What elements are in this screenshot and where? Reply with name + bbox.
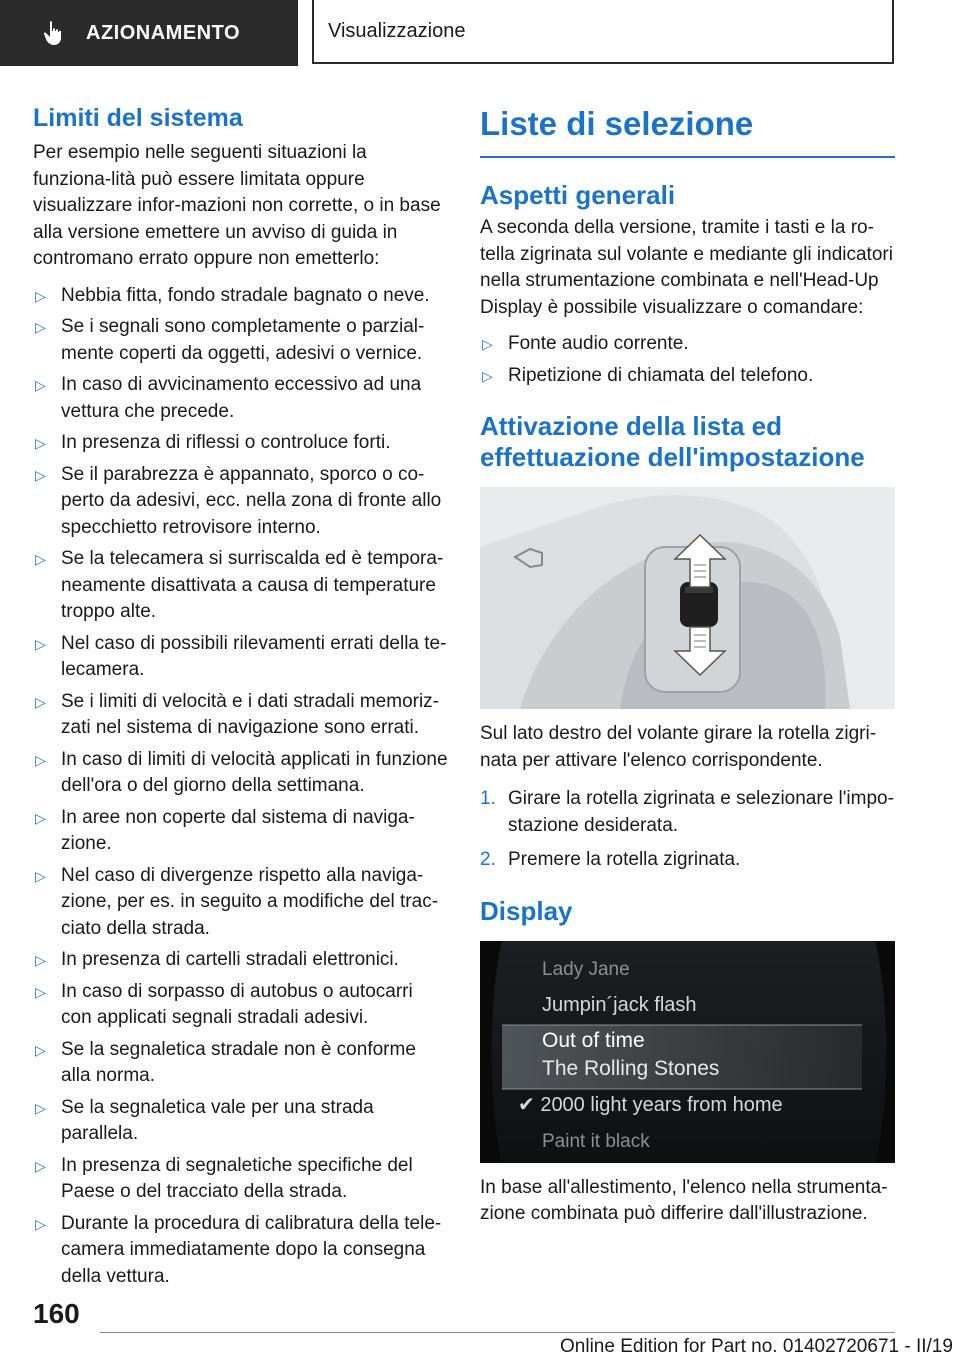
display-item-5: ✔ 2000 light years from home bbox=[518, 1093, 783, 1116]
list-item: ▷ Se i limiti di velocità e i dati stradali memoriz‐zati nel sistema di navigazione sono errati. bbox=[35, 690, 440, 738]
chapter-title-liste: Liste di selezione bbox=[480, 102, 895, 158]
intro-paragraph: Per esempio nelle seguenti situazioni la funziona‐lità può essere limitata oppure visualizzare infor‐mazioni non corrette, o in base alla versione emettere un avviso di guida in contromano errato oppure non emetterlo: bbox=[33, 142, 441, 269]
display-item-3: Out of time bbox=[542, 1028, 645, 1052]
list-item: ▷ Se i segnali sono completamente o parzial‐mente coperti da oggetti, adesivi o vernice. bbox=[35, 316, 425, 364]
steering-wheel-controls-image bbox=[480, 487, 895, 709]
triangle-bullet-icon: ▷ bbox=[35, 319, 46, 335]
list-item: ▷ Se la segnaletica vale per una strada parallela. bbox=[35, 1096, 374, 1144]
triangle-bullet-icon: ▷ bbox=[35, 1215, 46, 1232]
chapter-tab bbox=[0, 0, 298, 66]
list-item: ▷ In presenza di cartelli stradali elettronici. bbox=[33, 947, 448, 974]
list-item: ▷ In caso di sorpasso di autobus o autocarri con applicati segnali stradali adesivi. bbox=[35, 980, 413, 1028]
triangle-bullet-icon: ▷ bbox=[35, 377, 46, 393]
right-column bbox=[480, 102, 895, 1228]
edition-label: Online Edition for Part no. 01402720671 - II/19 bbox=[560, 1336, 953, 1357]
list-item: ▷ In caso di avvicinamento eccessivo ad una vettura che precede. bbox=[35, 374, 422, 422]
list-item: ▷ In presenza di riflessi o controluce forti. bbox=[33, 430, 448, 457]
footer-divider bbox=[100, 1332, 895, 1333]
list-item: ▷ In caso di limiti di velocità applicati in funzione dell'ora o del giorno della settimana. bbox=[35, 748, 448, 796]
triangle-bullet-icon: ▷ bbox=[482, 336, 493, 352]
display-item-1: Lady Jane bbox=[542, 958, 630, 980]
triangle-bullet-icon: ▷ bbox=[482, 367, 493, 384]
list-item: ▷ Fonte audio corrente. bbox=[480, 331, 895, 358]
hand-pointer-icon bbox=[42, 20, 66, 46]
subsection-title-attivazione: Attivazione della lista ed effettuazione dell'impostazione bbox=[480, 411, 865, 472]
triangle-bullet-icon: ▷ bbox=[35, 1099, 46, 1116]
aspetti-list bbox=[480, 331, 895, 389]
triangle-bullet-icon: ▷ bbox=[35, 1041, 46, 1058]
chapter-label: AZIONAMENTO bbox=[86, 21, 241, 44]
list-item: ▷ Se il parabrezza è appannato, sporco o co‐perto da adesivi, ecc. nella zona di fronte allo specchietto retrovisore interno. bbox=[35, 463, 442, 538]
list-item: ▷ Nel caso di divergenze rispetto alla naviga‐zione, per es. in seguito a modifiche del trac‐ciato della strada. bbox=[35, 864, 439, 939]
list-item: ▷ Ripetizione di chiamata del telefono. bbox=[480, 363, 895, 390]
list-item: ▷ Se la segnaletica stradale non è conforme alla norma. bbox=[35, 1038, 416, 1086]
section-tab bbox=[312, 0, 894, 64]
triangle-bullet-icon: ▷ bbox=[35, 809, 46, 826]
triangle-bullet-icon: ▷ bbox=[35, 287, 46, 304]
triangle-bullet-icon: ▷ bbox=[35, 693, 46, 710]
steps-list bbox=[480, 786, 895, 874]
aspetti-paragraph: A seconda della versione, tramite i tasti e la ro‐tella zigrinata sul volante e mediante gli indicatori nella strumentazione combinata e nell'Head-Up Display è possibile visualizzare o comandare: bbox=[480, 217, 893, 318]
triangle-bullet-icon: ▷ bbox=[35, 952, 46, 968]
triangle-bullet-icon: ▷ bbox=[35, 551, 46, 567]
list-item: ▷ In presenza di segnaletiche specifiche del Paese o del tracciato della strada. bbox=[35, 1154, 413, 1202]
subsection-title-aspetti: Aspetti generali bbox=[480, 180, 676, 210]
list-item: ▷ Nebbia fitta, fondo stradale bagnato o neve. bbox=[33, 283, 448, 310]
display-item-4: The Rolling Stones bbox=[542, 1056, 720, 1080]
triangle-bullet-icon: ▷ bbox=[35, 466, 46, 483]
display-item-2: Jumpin´jack flash bbox=[542, 993, 697, 1016]
section-title-limiti: Limiti del sistema bbox=[33, 104, 243, 132]
display-list-image bbox=[480, 941, 895, 1163]
list-item: ▷ Se la telecamera si surriscalda ed è tempora‐neamente disattivata a causa di temperature troppo alte. bbox=[35, 548, 444, 622]
subsection-title-display: Display bbox=[480, 895, 573, 926]
list-item: ▷ Durante la procedura di calibratura della tele‐camera immediatamente dopo la consegna della vettura. bbox=[35, 1212, 442, 1287]
limits-list bbox=[33, 283, 448, 1291]
list-item: ▷ In aree non coperte dal sistema di naviga‐zione. bbox=[35, 806, 415, 854]
triangle-bullet-icon: ▷ bbox=[35, 435, 46, 451]
left-column bbox=[33, 102, 448, 1295]
list-item: ▷ Nel caso di possibili rilevamenti errati della te‐lecamera. bbox=[35, 632, 447, 680]
section-label: Visualizzazione bbox=[328, 19, 466, 42]
attivazione-caption: Sul lato destro del volante girare la rotella zigri‐nata per attivare l'elenco corrispondente. bbox=[480, 723, 877, 771]
triangle-bullet-icon: ▷ bbox=[35, 635, 46, 652]
step-item: 1. Girare la rotella zigrinata e selezionare l'impo‐stazione desiderata. bbox=[480, 788, 894, 836]
triangle-bullet-icon: ▷ bbox=[35, 751, 46, 768]
triangle-bullet-icon: ▷ bbox=[35, 867, 46, 884]
display-item-6: Paint it black bbox=[542, 1130, 650, 1152]
page-number: 160 bbox=[33, 1298, 80, 1329]
step-item: 2. Premere la rotella zigrinata. bbox=[480, 849, 741, 870]
triangle-bullet-icon: ▷ bbox=[35, 983, 46, 1000]
triangle-bullet-icon: ▷ bbox=[35, 1157, 46, 1174]
display-caption: In base all'allestimento, l'elenco nella strumenta‐zione combinata può differire dall'illustrazione. bbox=[480, 1176, 888, 1224]
